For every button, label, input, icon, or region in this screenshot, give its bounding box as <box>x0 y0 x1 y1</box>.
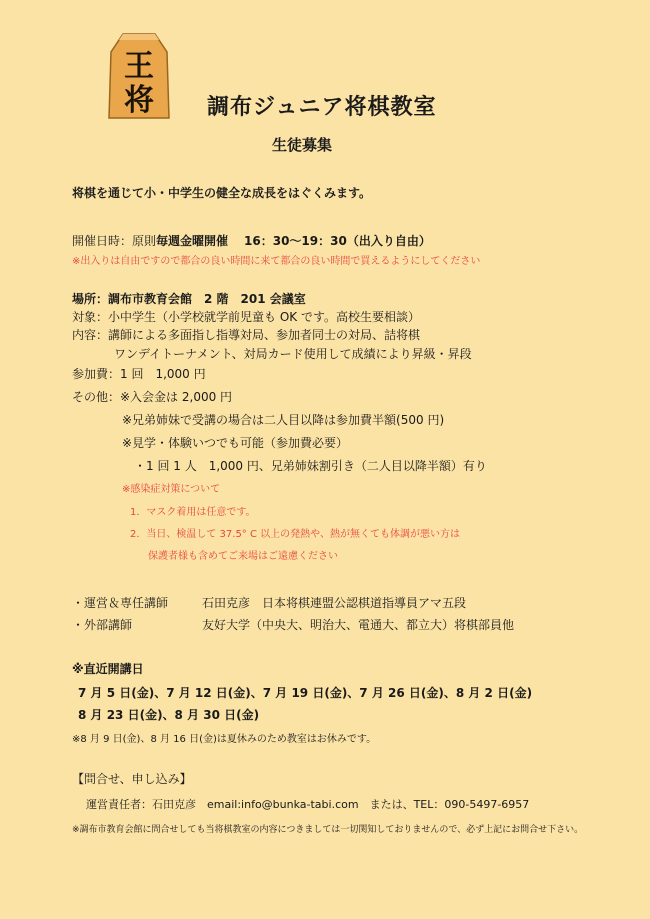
other-line-1: その他：※入会金は 2,000 円 <box>72 390 233 404</box>
schedule-time: 16：30～19：30（出入り自由） <box>244 234 431 248</box>
other-line-2: ※兄弟姉妹で受講の場合は二人目以降は参加費半額(500 円) <box>122 413 445 427</box>
upcoming-note: ※8 月 9 日(金)、8 月 16 日(金)は夏休みのため教室はお休みです。 <box>72 734 377 745</box>
contact-heading: 【問合せ、申し込み】 <box>72 772 192 786</box>
instructor-role-2: ・外部講師 <box>72 618 133 632</box>
contact-line: 運営責任者：石田克彦 email:info@bunka-tabi.com または、TEL：090-5497-6957 <box>86 798 530 811</box>
schedule-emphasis: 毎週金曜開催 <box>156 234 229 248</box>
fee-line: 参加費：1 回 1,000 円 <box>72 367 206 381</box>
infection-item-2: 2．当日、検温して 37.5° C 以上の発熱や、熱が無くても体調が悪い方は <box>130 529 460 540</box>
schedule-note: ※出入りは自由ですので都合の良い時間に来て都合の良い時間で買えるようにしてください <box>72 256 481 267</box>
instructor-role-1: ・運営＆専任講師 <box>72 596 169 610</box>
upcoming-dates-line-2: 8 月 23 日(金)、8 月 30 日(金) <box>78 708 260 722</box>
content-line-1: 内容：講師による多面指し指導対局、参加者同士の対局、詰将棋 <box>72 328 421 342</box>
schedule-label: 開催日時：原則 <box>72 234 157 248</box>
intro-text: 将棋を通じて小・中学生の健全な成長をはぐくみます。 <box>72 186 372 200</box>
page-subtitle: 生徒募集 <box>272 136 333 154</box>
instructor-detail-1: 石田克彦 日本将棋連盟公認棋道指導員アマ五段 <box>202 596 467 610</box>
infection-heading: ※感染症対策について <box>122 484 221 495</box>
contact-footnote: ※調布市教育会館に問合せしても当将棋教室の内容につきましては一切関知しておりませんので、必ず上記にお問合せ下さい。 <box>72 825 584 835</box>
target-line: 対象：小中学生（小学校就学前児童も OK です。高校生要相談） <box>72 310 420 324</box>
logo-top-char: 王 <box>124 49 154 84</box>
schedule-line <box>72 232 431 249</box>
logo-bottom-char: 将 <box>124 83 154 118</box>
shogi-piece-logo <box>103 30 175 122</box>
upcoming-heading: ※直近開講日 <box>72 662 144 676</box>
infection-item-3: 保護者様も含めてご来場はご遠慮ください <box>148 551 338 562</box>
page-title: 調布ジュニア将棋教室 <box>207 95 437 120</box>
upcoming-dates-line-1: 7 月 5 日(金)、7 月 12 日(金)、7 月 19 日(金)、7 月 26 日(金)、8 月 2 日(金) <box>78 686 533 700</box>
infection-item-1: 1．マスク着用は任意です。 <box>130 507 256 518</box>
instructor-detail-2: 友好大学（中央大、明治大、電通大、都立大）将棋部員他 <box>202 618 515 632</box>
venue-line <box>72 290 306 307</box>
venue-value: 調布市教育会館 2 階 201 会議室 <box>108 292 306 306</box>
other-line-3: ※見学・体験いつでも可能（参加費必要） <box>122 436 349 450</box>
content-line-2: ワンデイトーナメント、対局カード使用して成績により昇級・昇段 <box>114 347 472 361</box>
venue-label: 場所： <box>72 292 109 306</box>
other-line-4: ・1 回 1 人 1,000 円、兄弟姉妹割引き（二人目以降半額）有り <box>134 459 487 473</box>
